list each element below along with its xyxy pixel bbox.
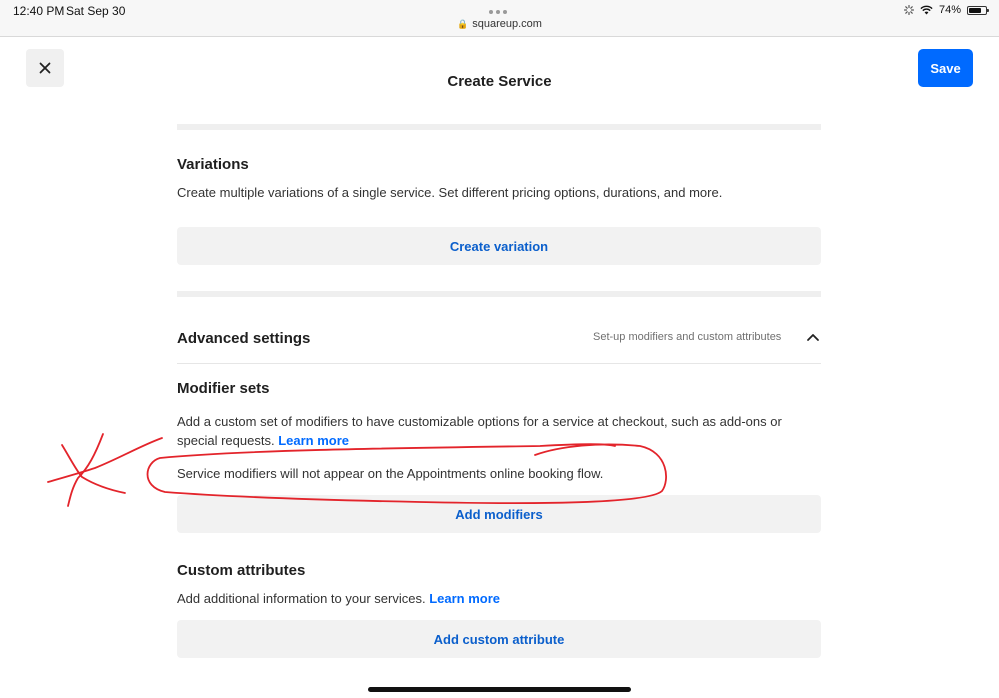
lock-icon: 🔒 xyxy=(457,19,469,29)
annotation-mark xyxy=(68,434,103,506)
loading-spinner-icon xyxy=(904,5,914,15)
annotation-mark xyxy=(48,438,162,482)
advanced-settings-heading: Advanced settings xyxy=(177,330,311,347)
variations-heading: Variations xyxy=(177,156,249,173)
home-indicator xyxy=(368,687,631,692)
custom-attributes-description-text: Add additional information to your services. xyxy=(177,591,426,606)
add-modifiers-button[interactable]: Add modifiers xyxy=(177,495,821,533)
status-time: 12:40 PM xyxy=(13,4,65,18)
address-bar[interactable] xyxy=(0,18,999,30)
chevron-up-icon[interactable] xyxy=(806,331,820,343)
annotation-mark xyxy=(62,445,125,493)
add-custom-attribute-button[interactable]: Add custom attribute xyxy=(177,620,821,658)
status-date: Sat Sep 30 xyxy=(66,4,126,18)
custom-attributes-heading: Custom attributes xyxy=(177,562,306,579)
status-bar xyxy=(0,0,999,37)
section-divider xyxy=(177,291,821,297)
modifier-sets-description xyxy=(177,412,821,450)
custom-attributes-description xyxy=(177,589,500,608)
url-text: squareup.com xyxy=(472,18,542,30)
modifier-sets-heading: Modifier sets xyxy=(177,380,270,397)
save-button[interactable]: Save xyxy=(918,49,973,87)
status-indicators xyxy=(904,3,987,17)
battery-percent: 74% xyxy=(938,4,961,16)
divider-line xyxy=(177,363,821,364)
section-divider xyxy=(177,124,821,130)
more-dots-icon[interactable] xyxy=(489,1,513,11)
battery-icon xyxy=(967,6,987,15)
custom-attributes-learn-more-link[interactable]: Learn more xyxy=(429,591,501,606)
wifi-icon xyxy=(920,5,933,15)
modifier-sets-note: Service modifiers will not appear on the Appointments online booking flow. xyxy=(177,466,604,481)
variations-description: Create multiple variations of a single service. Set different pricing options, durations, and more. xyxy=(177,185,723,200)
page-title: Create Service xyxy=(447,73,552,90)
modifier-sets-description-text: Add a custom set of modifiers to have customizable options for a service at checkout, such as add-ons or special requests. xyxy=(177,414,782,448)
modifier-sets-learn-more-link[interactable]: Learn more xyxy=(278,433,349,448)
advanced-settings-hint: Set-up modifiers and custom attributes xyxy=(593,331,782,343)
create-variation-button[interactable]: Create variation xyxy=(177,227,821,265)
